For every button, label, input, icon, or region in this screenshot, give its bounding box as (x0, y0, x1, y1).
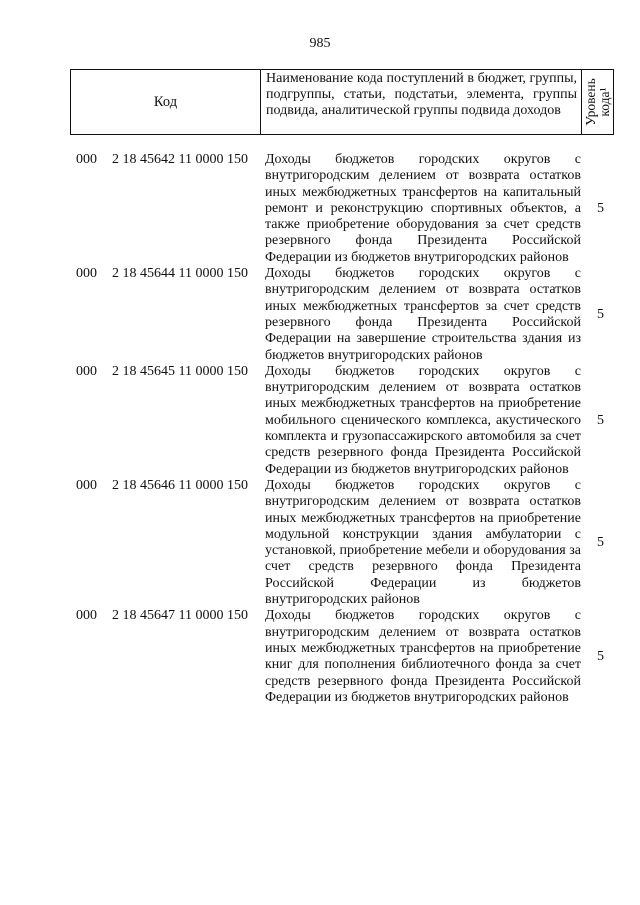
row-level: 5 (597, 306, 604, 322)
header-level-line1: Уровень (582, 78, 598, 126)
row-budget-code: 2 18 45646 11 0000 150 (112, 477, 248, 493)
row-admin-code: 000 (76, 266, 97, 282)
table-header (70, 69, 614, 135)
row-level: 5 (597, 649, 604, 665)
header-code-label: Код (153, 93, 178, 110)
header-level-line2: кода¹ (596, 87, 612, 117)
row-description: Доходы бюджетов городских округов с внутригородским делением от возврата остатков иных межбюджетных трансфертов на приобретение модульной конструкции здания амбулатории с установкой, приобретение мебели и оборудования за счет средств резервного фонда Президента Российской Федерации из бюджетов внутригородских районов (265, 477, 581, 608)
row-admin-code: 000 (76, 608, 97, 624)
row-admin-code: 000 (76, 152, 97, 167)
row-budget-code: 2 18 45644 11 0000 150 (112, 266, 248, 282)
row-budget-code: 2 18 45642 11 0000 150 (112, 152, 248, 167)
table-row (0, 608, 640, 706)
table-body (0, 152, 640, 706)
row-level: 5 (597, 535, 604, 551)
table-row (0, 478, 640, 608)
row-budget-code: 2 18 45645 11 0000 150 (112, 363, 248, 379)
header-code-cell (71, 70, 261, 134)
row-description: Доходы бюджетов городских округов с внутригородским делением от возврата остатков иных межбюджетных трансфертов на приобретение книг для пополнения библиотечного фонда за счет средств резервного фонда Президента Российской Федерации из бюджетов внутригородских районов (265, 608, 581, 705)
table-row (0, 364, 640, 478)
row-admin-code: 000 (76, 363, 97, 379)
row-description: Доходы бюджетов городских округов с внутригородским делением от возврата остатков иных межбюджетных трансфертов на приобретение мобильного сценического комплекса, акустического комплекта и грузопассажирского автомобиля за счет средств резервного фонда Президента Российской Федерации из бюджетов внутригородских районов (265, 363, 581, 477)
row-description: Доходы бюджетов городских округов с внутригородским делением от возврата остатков иных межбюджетных трансфертов за счет средств резервного фонда Президента Российской Федерации на завершение строительства здания из бюджетов внутригородских районов (265, 266, 581, 363)
table-row (0, 152, 640, 266)
table-row (0, 266, 640, 364)
header-level-cell (582, 70, 613, 134)
header-name-label: Наименование кода поступлений в бюджет, группы, подгруппы, статьи, подстатьи, элемента, группы подвида, аналитической группы подвида доходов (266, 71, 577, 118)
row-budget-code: 2 18 45647 11 0000 150 (112, 608, 248, 624)
row-level: 5 (597, 201, 604, 217)
header-name-cell (261, 70, 582, 134)
page-number: 985 (309, 36, 331, 51)
row-admin-code: 000 (76, 477, 97, 493)
row-level: 5 (597, 412, 604, 428)
header-level-label (584, 78, 612, 126)
row-description: Доходы бюджетов городских округов с внутригородским делением от возврата остатков иных межбюджетных трансфертов на капитальный ремонт и реконструкцию спортивных объектов, а также приобретение оборудования за счет средств резервного фонда Президента Российской Федерации из бюджетов внутригородских районов (265, 152, 581, 265)
